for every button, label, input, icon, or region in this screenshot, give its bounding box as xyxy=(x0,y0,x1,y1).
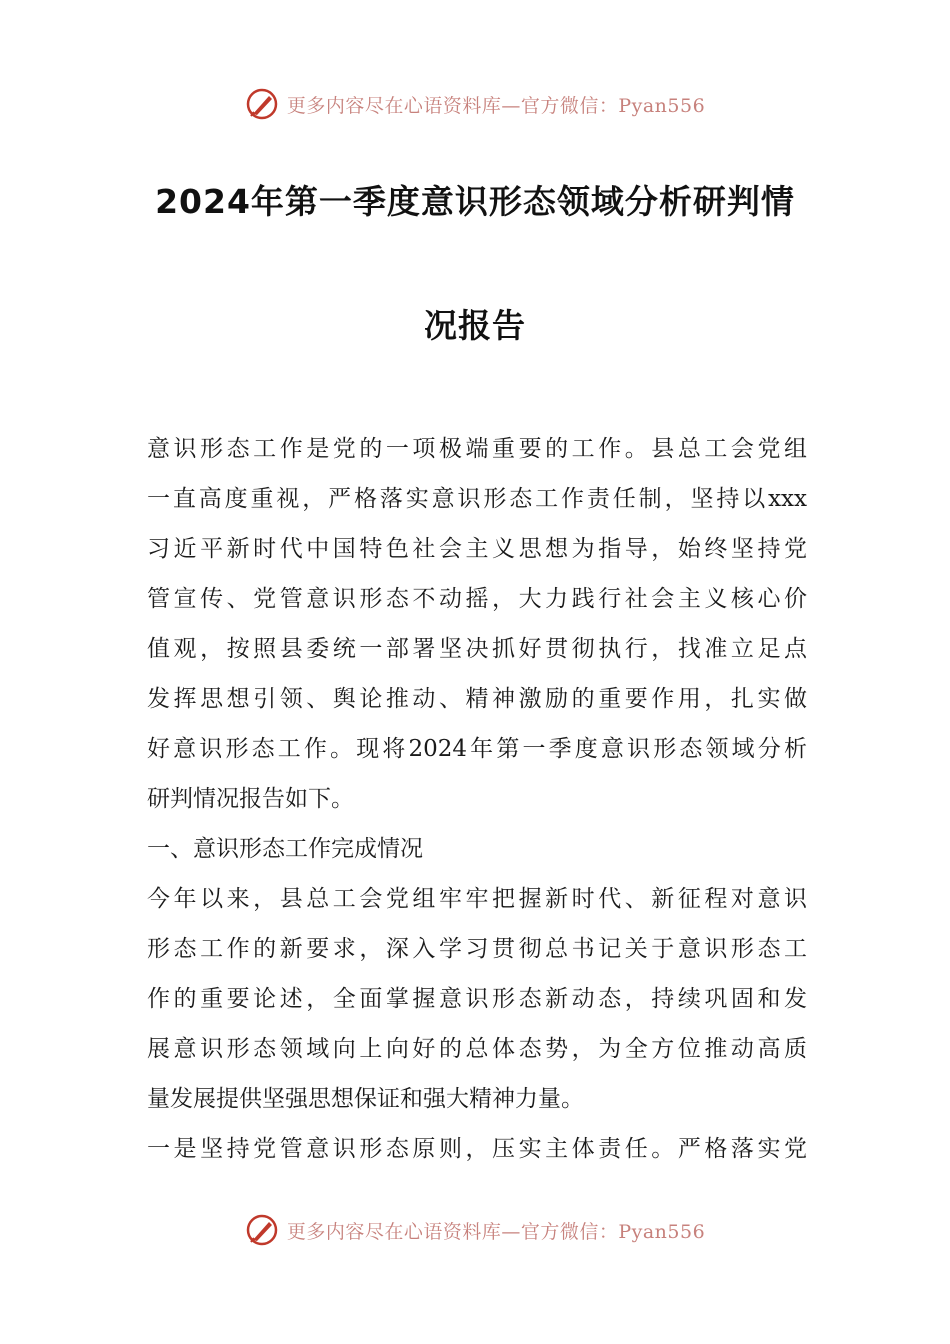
quill-logo-icon xyxy=(245,1213,279,1247)
body-text-line: 管宣传、党管意识形态不动摇，大力践行社会主义核心价 xyxy=(147,586,807,612)
body-text-line: 作的重要论述，全面掌握意识形态新动态，持续巩固和发 xyxy=(147,986,807,1012)
body-text-line: 展意识形态领域向上向好的总体态势，为全方位推动高质 xyxy=(147,1036,807,1062)
body-text-line: 量发展提供坚强思想保证和强大精神力量。 xyxy=(147,1086,584,1112)
body-text-line: 今年以来，县总工会党组牢牢把握新时代、新征程对意识 xyxy=(147,886,807,912)
body-text-line: 习近平新时代中国特色社会主义思想为指导，始终坚持党 xyxy=(147,536,807,562)
body-text-line: 发挥思想引领、舆论推动、精神激励的重要作用，扎实做 xyxy=(147,686,807,712)
header-watermark xyxy=(0,84,950,124)
section-heading: 一、意识形态工作完成情况 xyxy=(147,836,423,862)
watermark-text: 更多内容尽在心语资料库—官方微信：Pyan556 xyxy=(286,94,706,117)
watermark-text: 更多内容尽在心语资料库—官方微信：Pyan556 xyxy=(286,1220,706,1243)
body-text-line: 值观，按照县委统一部署坚决抓好贯彻执行，找准立足点 xyxy=(147,636,807,662)
body-text-line: 一是坚持党管意识形态原则，压实主体责任。严格落实党 xyxy=(147,1136,807,1162)
body-text-line: 研判情况报告如下。 xyxy=(147,786,354,812)
document-title-line-1: 2024年第一季度意识形态领域分析研判情 xyxy=(155,182,795,221)
body-text-line: 形态工作的新要求，深入学习贯彻总书记关于意识形态工 xyxy=(147,936,807,962)
footer-watermark xyxy=(0,1210,950,1250)
quill-logo-icon xyxy=(245,87,279,121)
body-text-line: 好意识形态工作。现将2024年第一季度意识形态领域分析 xyxy=(147,736,807,762)
document-title-line-2: 况报告 xyxy=(424,306,526,345)
body-text-line: 意识形态工作是党的一项极端重要的工作。县总工会党组 xyxy=(147,436,807,462)
body-text-line: 一直高度重视，严格落实意识形态工作责任制，坚持以xxx xyxy=(147,486,807,512)
